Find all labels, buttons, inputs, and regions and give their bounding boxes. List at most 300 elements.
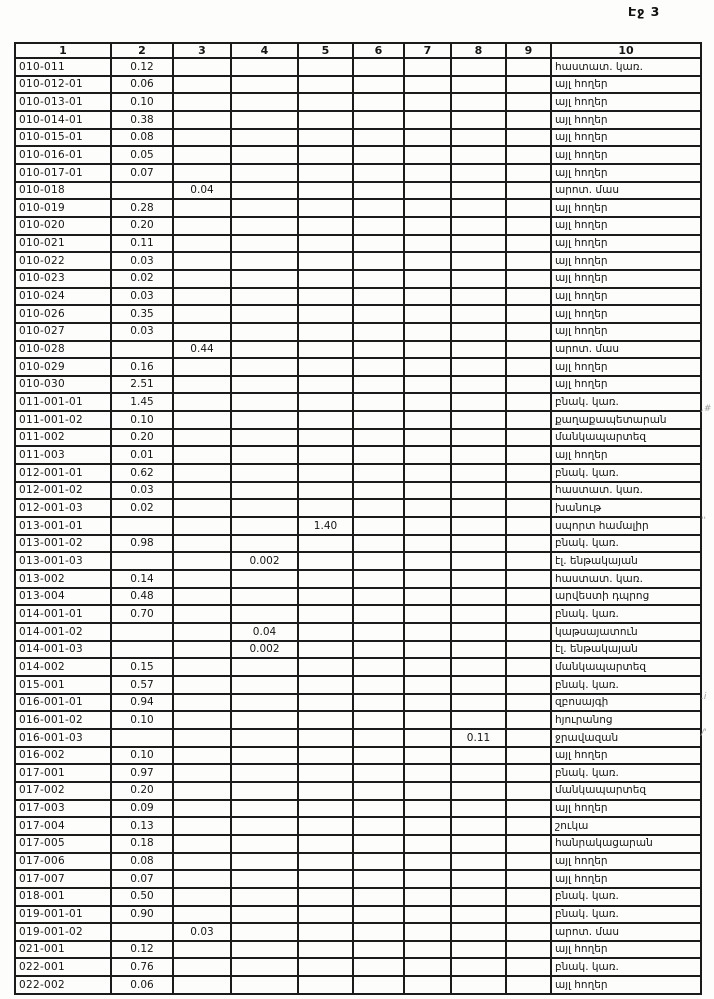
area-value-cell xyxy=(451,747,506,765)
area-value-cell xyxy=(173,76,231,94)
column-header-5: 5 xyxy=(298,43,353,58)
area-value-cell xyxy=(353,923,404,941)
area-value-cell xyxy=(451,129,506,147)
area-value-cell xyxy=(298,146,353,164)
area-value-cell xyxy=(451,305,506,323)
area-value-cell xyxy=(173,305,231,323)
area-value-cell: 1.40 xyxy=(298,517,353,535)
area-value-cell: 0.06 xyxy=(111,76,173,94)
area-value-cell xyxy=(451,552,506,570)
area-value-cell xyxy=(404,623,451,641)
area-value-cell xyxy=(173,958,231,976)
area-value-cell xyxy=(353,888,404,906)
table-row xyxy=(15,870,701,888)
parcel-code-cell: 017-007 xyxy=(15,870,111,888)
area-value-cell xyxy=(353,305,404,323)
table-row xyxy=(15,376,701,394)
area-value-cell xyxy=(506,694,551,712)
area-value-cell xyxy=(298,535,353,553)
area-value-cell xyxy=(404,411,451,429)
table-row xyxy=(15,588,701,606)
area-value-cell xyxy=(404,676,451,694)
area-value-cell: 0.16 xyxy=(111,358,173,376)
area-value-cell xyxy=(353,605,404,623)
area-value-cell xyxy=(404,588,451,606)
area-value-cell xyxy=(298,76,353,94)
area-value-cell xyxy=(298,429,353,447)
area-value-cell xyxy=(173,270,231,288)
table-row xyxy=(15,341,701,359)
area-value-cell xyxy=(451,270,506,288)
table-row xyxy=(15,146,701,164)
area-value-cell xyxy=(451,252,506,270)
area-value-cell: 0.50 xyxy=(111,888,173,906)
area-value-cell: 0.28 xyxy=(111,199,173,217)
area-value-cell xyxy=(353,164,404,182)
area-value-cell xyxy=(404,694,451,712)
area-value-cell xyxy=(506,800,551,818)
area-value-cell xyxy=(353,217,404,235)
area-value-cell: 0.35 xyxy=(111,305,173,323)
area-value-cell xyxy=(231,817,298,835)
area-value-cell xyxy=(404,341,451,359)
area-value-cell xyxy=(298,182,353,200)
parcel-code-cell: 010-013-01 xyxy=(15,93,111,111)
area-value-cell xyxy=(231,588,298,606)
area-value-cell xyxy=(506,941,551,959)
area-value-cell xyxy=(404,58,451,76)
area-value-cell xyxy=(404,376,451,394)
area-value-cell xyxy=(298,464,353,482)
land-use-cell: այլ հողեր xyxy=(551,93,701,111)
area-value-cell xyxy=(451,358,506,376)
table-row xyxy=(15,535,701,553)
area-value-cell xyxy=(173,729,231,747)
table-row xyxy=(15,941,701,959)
table-row xyxy=(15,923,701,941)
area-value-cell xyxy=(298,976,353,994)
land-use-cell: հաստատ. կառ. xyxy=(551,482,701,500)
area-value-cell: 0.07 xyxy=(111,164,173,182)
area-value-cell xyxy=(231,764,298,782)
table-row xyxy=(15,958,701,976)
land-use-cell: կաթսայատուն xyxy=(551,623,701,641)
area-value-cell xyxy=(298,817,353,835)
table-row xyxy=(15,800,701,818)
area-value-cell xyxy=(173,694,231,712)
area-value-cell xyxy=(173,93,231,111)
area-value-cell xyxy=(173,199,231,217)
area-value-cell xyxy=(173,747,231,765)
table-row xyxy=(15,641,701,659)
parcel-code-cell: 017-004 xyxy=(15,817,111,835)
area-value-cell xyxy=(231,782,298,800)
area-value-cell xyxy=(298,93,353,111)
area-value-cell xyxy=(353,411,404,429)
area-value-cell xyxy=(353,870,404,888)
table-row xyxy=(15,411,701,429)
table-row xyxy=(15,164,701,182)
land-use-cell: շուկա xyxy=(551,817,701,835)
area-value-cell xyxy=(506,129,551,147)
area-value-cell xyxy=(451,923,506,941)
area-value-cell xyxy=(404,817,451,835)
area-value-cell xyxy=(506,411,551,429)
area-value-cell xyxy=(173,570,231,588)
parcel-code-cell: 013-001-01 xyxy=(15,517,111,535)
area-value-cell xyxy=(451,93,506,111)
area-value-cell: 0.13 xyxy=(111,817,173,835)
area-value-cell xyxy=(353,641,404,659)
area-value-cell xyxy=(353,235,404,253)
area-value-cell xyxy=(173,323,231,341)
area-value-cell xyxy=(506,146,551,164)
area-value-cell: 0.12 xyxy=(111,58,173,76)
area-value-cell xyxy=(231,605,298,623)
area-value-cell xyxy=(451,817,506,835)
area-value-cell: 0.002 xyxy=(231,641,298,659)
table-row xyxy=(15,517,701,535)
area-value-cell xyxy=(451,341,506,359)
area-value-cell xyxy=(506,252,551,270)
area-value-cell xyxy=(506,517,551,535)
area-value-cell xyxy=(173,429,231,447)
area-value-cell xyxy=(353,199,404,217)
land-use-cell: այլ հողեր xyxy=(551,976,701,994)
table-row xyxy=(15,658,701,676)
table-header xyxy=(15,43,701,58)
land-use-cell: մանկապարտեզ xyxy=(551,782,701,800)
parcel-code-cell: 010-021 xyxy=(15,235,111,253)
area-value-cell xyxy=(298,658,353,676)
land-use-cell: էլ. ենթակայան xyxy=(551,552,701,570)
area-value-cell xyxy=(451,870,506,888)
area-value-cell xyxy=(231,376,298,394)
area-value-cell xyxy=(451,164,506,182)
area-value-cell xyxy=(353,111,404,129)
land-use-cell: հյուրանոց xyxy=(551,711,701,729)
area-value-cell: 0.44 xyxy=(173,341,231,359)
area-value-cell xyxy=(404,605,451,623)
area-value-cell xyxy=(353,711,404,729)
area-value-cell xyxy=(506,552,551,570)
area-value-cell xyxy=(353,358,404,376)
area-value-cell xyxy=(506,199,551,217)
area-value-cell xyxy=(506,641,551,659)
area-value-cell: 0.90 xyxy=(111,906,173,924)
land-use-cell: այլ հողեր xyxy=(551,146,701,164)
area-value-cell xyxy=(404,129,451,147)
area-value-cell xyxy=(506,923,551,941)
column-header-6: 6 xyxy=(353,43,404,58)
area-value-cell xyxy=(231,235,298,253)
area-value-cell xyxy=(353,747,404,765)
area-value-cell: 0.03 xyxy=(111,323,173,341)
area-value-cell: 0.08 xyxy=(111,129,173,147)
area-value-cell xyxy=(231,658,298,676)
land-use-cell: այլ հողեր xyxy=(551,941,701,959)
area-value-cell xyxy=(298,906,353,924)
area-value-cell xyxy=(353,694,404,712)
land-use-cell: արոտ. մաս xyxy=(551,341,701,359)
area-value-cell xyxy=(451,182,506,200)
table-row xyxy=(15,747,701,765)
area-value-cell xyxy=(298,499,353,517)
land-use-cell: այլ հողեր xyxy=(551,446,701,464)
area-value-cell xyxy=(353,853,404,871)
area-value-cell: 0.10 xyxy=(111,711,173,729)
area-value-cell xyxy=(298,305,353,323)
land-use-cell: այլ հողեր xyxy=(551,76,701,94)
area-value-cell xyxy=(173,482,231,500)
area-value-cell xyxy=(404,446,451,464)
area-value-cell xyxy=(173,235,231,253)
area-value-cell xyxy=(353,252,404,270)
land-use-cell: բնակ. կառ. xyxy=(551,676,701,694)
parcel-code-cell: 010-022 xyxy=(15,252,111,270)
column-header-10: 10 xyxy=(551,43,701,58)
area-value-cell xyxy=(506,782,551,800)
area-value-cell xyxy=(173,676,231,694)
area-value-cell xyxy=(111,623,173,641)
land-parcel-table xyxy=(14,42,702,995)
area-value-cell xyxy=(173,552,231,570)
table-row xyxy=(15,729,701,747)
area-value-cell xyxy=(451,499,506,517)
area-value-cell xyxy=(231,270,298,288)
area-value-cell xyxy=(353,782,404,800)
area-value-cell xyxy=(451,464,506,482)
area-value-cell xyxy=(404,358,451,376)
area-value-cell xyxy=(298,446,353,464)
table-row xyxy=(15,393,701,411)
area-value-cell xyxy=(231,446,298,464)
parcel-code-cell: 010-024 xyxy=(15,288,111,306)
land-use-cell: բնակ. կառ. xyxy=(551,906,701,924)
area-value-cell xyxy=(506,976,551,994)
area-value-cell xyxy=(506,446,551,464)
handwritten-mark: '' xyxy=(701,516,706,526)
area-value-cell xyxy=(231,800,298,818)
area-value-cell: 0.03 xyxy=(111,252,173,270)
area-value-cell xyxy=(173,111,231,129)
area-value-cell xyxy=(298,941,353,959)
land-use-cell: այլ հողեր xyxy=(551,164,701,182)
area-value-cell xyxy=(173,817,231,835)
land-use-cell: այլ հողեր xyxy=(551,853,701,871)
area-value-cell xyxy=(506,658,551,676)
column-header-2: 2 xyxy=(111,43,173,58)
area-value-cell xyxy=(506,623,551,641)
land-use-cell: այլ հողեր xyxy=(551,111,701,129)
area-value-cell xyxy=(173,941,231,959)
area-value-cell xyxy=(451,800,506,818)
area-value-cell xyxy=(298,958,353,976)
area-value-cell xyxy=(231,906,298,924)
area-value-cell xyxy=(231,252,298,270)
area-value-cell xyxy=(298,711,353,729)
area-value-cell xyxy=(506,870,551,888)
area-value-cell xyxy=(451,199,506,217)
area-value-cell xyxy=(353,517,404,535)
parcel-code-cell: 010-023 xyxy=(15,270,111,288)
area-value-cell xyxy=(231,888,298,906)
area-value-cell xyxy=(111,517,173,535)
area-value-cell xyxy=(298,694,353,712)
area-value-cell xyxy=(506,270,551,288)
table-row xyxy=(15,464,701,482)
parcel-code-cell: 017-003 xyxy=(15,800,111,818)
area-value-cell xyxy=(506,76,551,94)
area-value-cell: 0.08 xyxy=(111,853,173,871)
area-value-cell xyxy=(506,323,551,341)
area-value-cell: 0.97 xyxy=(111,764,173,782)
area-value-cell xyxy=(231,535,298,553)
area-value-cell xyxy=(111,182,173,200)
area-value-cell xyxy=(173,641,231,659)
table-row xyxy=(15,358,701,376)
area-value-cell xyxy=(353,676,404,694)
area-value-cell xyxy=(173,446,231,464)
land-use-cell: ջրավազան xyxy=(551,729,701,747)
area-value-cell xyxy=(353,341,404,359)
parcel-code-cell: 010-014-01 xyxy=(15,111,111,129)
area-value-cell xyxy=(451,835,506,853)
area-value-cell xyxy=(404,711,451,729)
area-value-cell: 0.14 xyxy=(111,570,173,588)
land-use-cell: այլ հողեր xyxy=(551,129,701,147)
area-value-cell: 0.01 xyxy=(111,446,173,464)
parcel-code-cell: 010-029 xyxy=(15,358,111,376)
area-value-cell: 0.03 xyxy=(111,482,173,500)
land-use-cell: այլ հողեր xyxy=(551,358,701,376)
area-value-cell xyxy=(451,482,506,500)
area-value-cell xyxy=(404,164,451,182)
table-row xyxy=(15,182,701,200)
area-value-cell xyxy=(173,517,231,535)
area-value-cell xyxy=(451,623,506,641)
area-value-cell xyxy=(173,376,231,394)
area-value-cell xyxy=(173,623,231,641)
area-value-cell xyxy=(506,93,551,111)
area-value-cell xyxy=(506,288,551,306)
parcel-code-cell: 017-005 xyxy=(15,835,111,853)
area-value-cell: 0.11 xyxy=(451,729,506,747)
area-value-cell xyxy=(298,888,353,906)
table-row xyxy=(15,694,701,712)
area-value-cell: 0.20 xyxy=(111,217,173,235)
area-value-cell xyxy=(231,747,298,765)
area-value-cell xyxy=(173,164,231,182)
land-use-cell: այլ հողեր xyxy=(551,376,701,394)
area-value-cell xyxy=(506,729,551,747)
area-value-cell xyxy=(298,676,353,694)
table-row xyxy=(15,288,701,306)
parcel-code-cell: 017-001 xyxy=(15,764,111,782)
table-row xyxy=(15,853,701,871)
area-value-cell xyxy=(298,323,353,341)
area-value-cell xyxy=(404,270,451,288)
table-row xyxy=(15,270,701,288)
area-value-cell xyxy=(451,76,506,94)
area-value-cell xyxy=(231,182,298,200)
parcel-code-cell: 011-002 xyxy=(15,429,111,447)
area-value-cell xyxy=(298,58,353,76)
table-row xyxy=(15,782,701,800)
area-value-cell xyxy=(506,58,551,76)
area-value-cell xyxy=(353,76,404,94)
area-value-cell xyxy=(231,111,298,129)
table-row xyxy=(15,623,701,641)
area-value-cell xyxy=(353,817,404,835)
area-value-cell xyxy=(506,711,551,729)
land-use-cell: այլ հողեր xyxy=(551,217,701,235)
area-value-cell xyxy=(506,906,551,924)
table-row xyxy=(15,605,701,623)
area-value-cell xyxy=(404,111,451,129)
land-use-cell: բնակ. կառ. xyxy=(551,764,701,782)
area-value-cell xyxy=(506,535,551,553)
parcel-code-cell: 017-002 xyxy=(15,782,111,800)
column-header-9: 9 xyxy=(506,43,551,58)
area-value-cell xyxy=(353,800,404,818)
area-value-cell xyxy=(404,764,451,782)
area-value-cell xyxy=(506,376,551,394)
area-value-cell xyxy=(451,517,506,535)
area-value-cell xyxy=(298,835,353,853)
area-value-cell xyxy=(404,217,451,235)
area-value-cell xyxy=(298,729,353,747)
area-value-cell xyxy=(353,941,404,959)
area-value-cell xyxy=(506,464,551,482)
parcel-code-cell: 011-001-02 xyxy=(15,411,111,429)
column-header-8: 8 xyxy=(451,43,506,58)
table-row xyxy=(15,570,701,588)
area-value-cell xyxy=(231,499,298,517)
area-value-cell xyxy=(298,623,353,641)
area-value-cell xyxy=(173,870,231,888)
area-value-cell xyxy=(353,570,404,588)
land-use-cell: հաստատ. կառ. xyxy=(551,58,701,76)
area-value-cell xyxy=(298,570,353,588)
land-use-cell: բնակ. կառ. xyxy=(551,535,701,553)
table-row xyxy=(15,817,701,835)
area-value-cell xyxy=(173,217,231,235)
area-value-cell xyxy=(404,853,451,871)
area-value-cell xyxy=(353,976,404,994)
area-value-cell xyxy=(404,552,451,570)
table-row xyxy=(15,76,701,94)
area-value-cell: 0.03 xyxy=(173,923,231,941)
parcel-code-cell: 012-001-03 xyxy=(15,499,111,517)
area-value-cell xyxy=(506,835,551,853)
area-value-cell: 0.02 xyxy=(111,270,173,288)
area-value-cell xyxy=(231,58,298,76)
column-header-3: 3 xyxy=(173,43,231,58)
area-value-cell: 0.20 xyxy=(111,782,173,800)
area-value-cell xyxy=(404,800,451,818)
area-value-cell xyxy=(231,305,298,323)
area-value-cell xyxy=(404,906,451,924)
area-value-cell xyxy=(404,517,451,535)
area-value-cell xyxy=(231,464,298,482)
area-value-cell xyxy=(451,906,506,924)
table-row xyxy=(15,888,701,906)
area-value-cell xyxy=(173,499,231,517)
area-value-cell xyxy=(404,570,451,588)
land-use-cell: այլ հողեր xyxy=(551,199,701,217)
area-value-cell xyxy=(231,129,298,147)
